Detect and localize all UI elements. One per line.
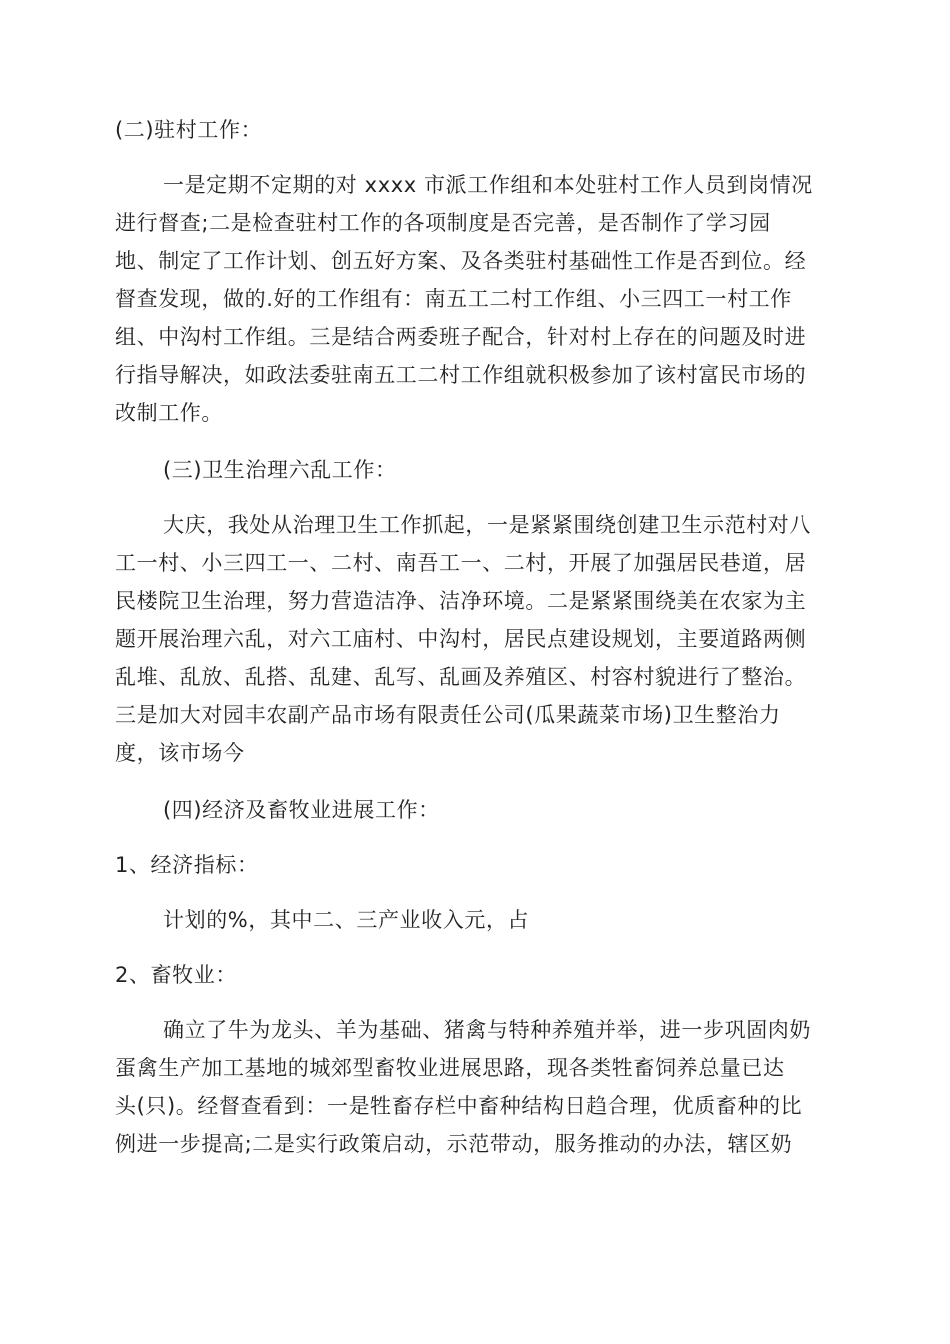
section-heading-sanitation: (三)卫生治理六乱工作： [163, 458, 397, 482]
paragraph-line: 题开展治理六乱，对六工庙村、中沟村，居民点建设规划，主要道路两侧 [115, 627, 807, 651]
section-heading-economy: (四)经济及畜牧业进展工作： [163, 798, 440, 822]
paragraph-line: 乱堆、乱放、乱搭、乱建、乱写、乱画及养殖区、村容村貌进行了整治。 [115, 665, 807, 689]
paragraph-line: 计划的%，其中二、三产业收入元，占 [163, 908, 530, 932]
paragraph-line: 民楼院卫生治理，努力营造洁净、洁净环境。二是紧紧围绕美在农家为主 [115, 589, 807, 613]
paragraph-line: 三是加大对园丰农副产品市场有限责任公司(瓜果蔬菜市场)卫生整治力 [115, 703, 781, 727]
paragraph-line: 例进一步提高;二是实行政策启动，示范带动，服务推动的办法，辖区奶 [115, 1132, 793, 1156]
paragraph-line: 工一村、小三四工一、二村、南吾工一、二村，开展了加强居民巷道，居 [115, 551, 807, 575]
paragraph-line: 改制工作。 [115, 401, 223, 425]
section-heading-village-work: (二)驻村工作： [115, 118, 263, 142]
paragraph-line: 一是定期不定期的对 xxxx 市派工作组和本处驻村工作人员到岗情况 [163, 173, 813, 197]
paragraph-line: 进行督查;二是检查驻村工作的各项制度是否完善，是否制作了学习园 [115, 211, 771, 235]
paragraph-line: 头(只)。经督查看到：一是牲畜存栏中畜种结构日趋合理，优质畜种的比 [115, 1094, 803, 1118]
paragraph-line: 组、中沟村工作组。三是结合两委班子配合，针对村上存在的问题及时进 [115, 325, 807, 349]
paragraph-line: 督查发现，做的.好的工作组有：南五工二村工作组、小三四工一村工作 [115, 287, 792, 311]
paragraph-line: 大庆，我处从治理卫生工作抓起，一是紧紧围绕创建卫生示范村对八 [163, 513, 811, 537]
paragraph-line: 行指导解决，如政法委驻南五工二村工作组就积极参加了该村富民市场的 [115, 363, 807, 387]
subsection-heading-economic-indicators: 1、经济指标： [115, 853, 259, 877]
paragraph-line: 地、制定了工作计划、创五好方案、及各类驻村基础性工作是否到位。经 [115, 249, 807, 273]
paragraph-line: 蛋禽生产加工基地的城郊型畜牧业进展思路，现各类牲畜饲养总量已达 [115, 1056, 785, 1080]
subsection-heading-livestock: 2、畜牧业： [115, 963, 237, 987]
paragraph-line: 确立了牛为龙头、羊为基础、猪禽与特种养殖并举，进一步巩固肉奶 [163, 1018, 811, 1042]
paragraph-line: 度，该市场今 [115, 741, 245, 765]
